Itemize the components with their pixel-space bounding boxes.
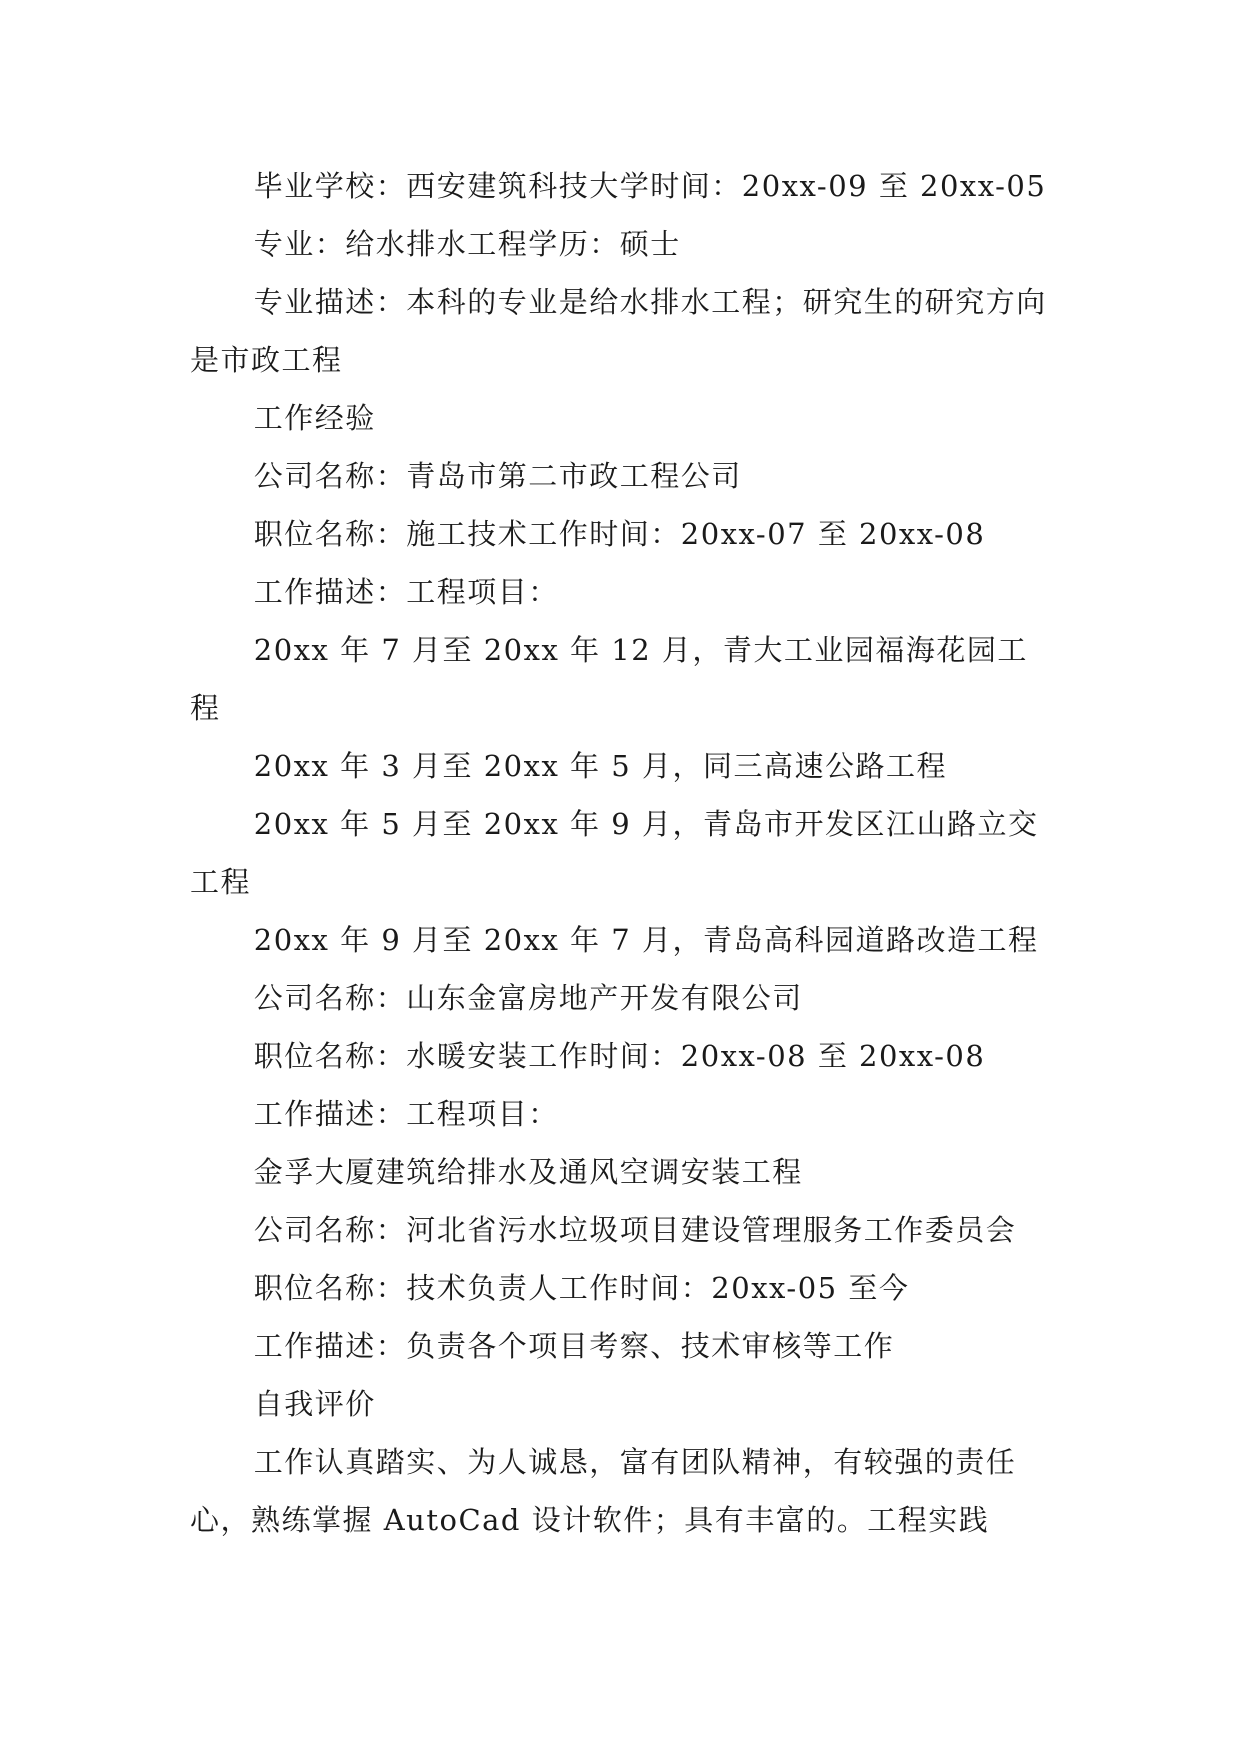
resume-body: [190, 157, 1050, 1549]
major-description: 专业描述：本科的专业是给水排水工程；研究生的研究方向是市政工程: [190, 285, 1047, 377]
self-evaluation-text: 工作认真踏实、为人诚恳，富有团队精神，有较强的责任心，熟练掌握 AutoCad 设计软件；具有丰富的。工程实践: [190, 1445, 1017, 1537]
section-heading-self-evaluation: 自我评价: [253, 1387, 376, 1421]
work-description-1: 工作描述：工程项目：: [253, 575, 559, 609]
position-line-1: 职位名称：施工技术工作时间：20xx-07 至 20xx-08: [253, 517, 986, 551]
project-item: 20xx 年 3 月至 20xx 年 5 月，同三高速公路工程: [253, 749, 947, 783]
company-name-2: 公司名称：山东金富房地产开发有限公司: [253, 981, 803, 1015]
company-name-3: 公司名称：河北省污水垃圾项目建设管理服务工作委员会: [253, 1213, 1017, 1247]
position-line-3: 职位名称：技术负责人工作时间：20xx-05 至今: [253, 1271, 910, 1305]
work-description-2: 工作描述：工程项目：: [253, 1097, 559, 1131]
education-school-line: 毕业学校：西安建筑科技大学时间：20xx-09 至 20xx-05: [253, 169, 1047, 203]
section-heading-work-experience: 工作经验: [253, 401, 376, 435]
project-item: 20xx 年 9 月至 20xx 年 7 月，青岛高科园道路改造工程: [253, 923, 1039, 957]
project-item: 20xx 年 7 月至 20xx 年 12 月，青大工业园福海花园工程: [190, 633, 1028, 725]
work-description-3: 工作描述：负责各个项目考察、技术审核等工作: [253, 1329, 895, 1363]
education-major-line: 专业：给水排水工程学历：硕士: [253, 227, 681, 261]
company-name-1: 公司名称：青岛市第二市政工程公司: [253, 459, 742, 493]
position-line-2: 职位名称：水暖安装工作时间：20xx-08 至 20xx-08: [253, 1039, 986, 1073]
project-item: 金孚大厦建筑给排水及通风空调安装工程: [253, 1155, 803, 1189]
project-item: 20xx 年 5 月至 20xx 年 9 月，青岛市开发区江山路立交工程: [190, 807, 1039, 899]
